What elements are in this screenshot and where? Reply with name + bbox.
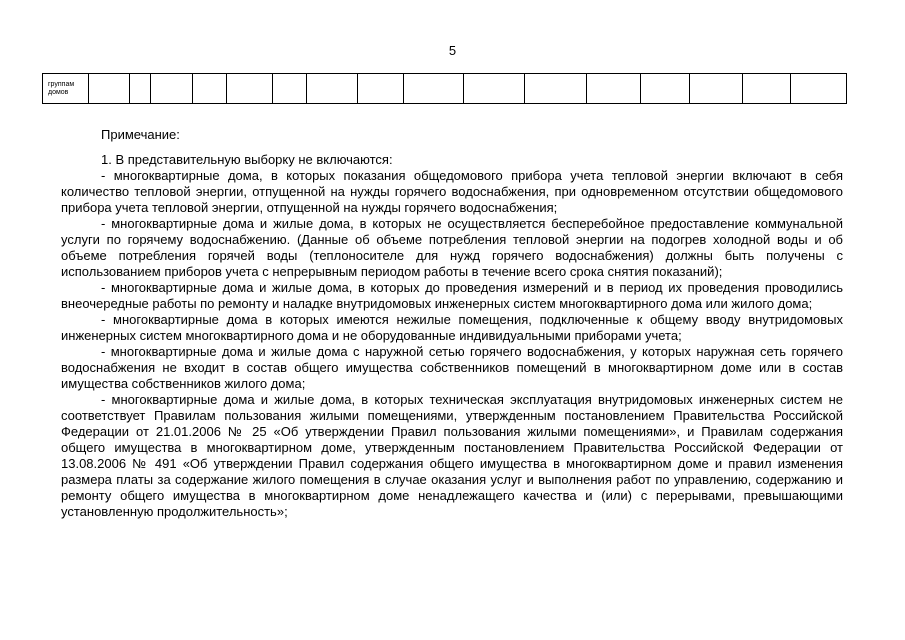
page-number: 5 bbox=[448, 43, 457, 58]
note-title: Примечание: bbox=[101, 127, 180, 142]
table-cell bbox=[690, 74, 743, 104]
table-cell bbox=[525, 74, 587, 104]
table-cell bbox=[791, 74, 847, 104]
table-cell bbox=[358, 74, 404, 104]
note-body bbox=[61, 152, 843, 520]
table-cell bbox=[587, 74, 641, 104]
table-cell bbox=[273, 74, 307, 104]
note-paragraph: - многоквартирные дома и жилые дома, в которых до проведения измерений и в период их проведения проводились внеочередные работы по ремонту и наладке внутридомовых инженерных систем многоквартирного дома или жилого дома; bbox=[61, 280, 843, 311]
note-paragraph: - многоквартирные дома и жилые дома, в которых не осуществляется бесперебойное предоставление коммунальной услуги по горячему водоснабжению. (Данные об объеме потребления тепловой энергии на подогрев холодной воды и об объеме потребления горячей воды (теплоносителе для нужд горячего водоснабжения) должны быть получены с использованием приборов учета с непрерывным периодом работы в течение всего срока снятия показаний); bbox=[61, 216, 843, 279]
note-paragraph: - многоквартирные дома, в которых показания общедомового прибора учета тепловой энергии включают в себя количество тепловой энергии, отпущенной на нужды горячего водоснабжения, при одновременном отсутствии общедомового прибора учета тепловой энергии, отпущенной на нужды горячего водоснабжения; bbox=[61, 168, 843, 215]
note-paragraph: - многоквартирные дома и жилые дома, в которых техническая эксплуатация внутридомовых инженерных систем не соответствует Правилам пользования жилыми помещениями, утвержденным постановлением Правительства Российской Федерации от 21.01.2006 № 25 «Об утверждении Правил пользования жилыми помещениями», и Правилам содержания общего имущества в многоквартирном доме, утвержденным постановлением Правительства Российской Федерации от 13.08.2006 № 491 «Об утверждении Правил содержания общего имущества в многоквартирном доме и правил изменения размера платы за содержание жилого помещения в случае оказания услуг и выполнения работ по управлению, содержанию и ремонту общего имущества в многоквартирном доме ненадлежащего качества и (или) с перерывами, превышающими установленную продолжительность»; bbox=[61, 392, 843, 519]
table-cell bbox=[89, 74, 130, 104]
table-cell bbox=[743, 74, 791, 104]
table-cell bbox=[193, 74, 227, 104]
table-cell bbox=[227, 74, 273, 104]
table-cell bbox=[151, 74, 193, 104]
note-paragraph: 1. В представительную выборку не включаются: bbox=[101, 152, 393, 167]
table-cell bbox=[307, 74, 358, 104]
note-paragraph: - многоквартирные дома и жилые дома с наружной сетью горячего водоснабжения, у которых наружная сеть горячего водоснабжения не входит в состав общего имущества собственников помещений в многоквартирном доме или в состав имущества собственников жилого дома; bbox=[61, 344, 843, 391]
note-paragraph: - многоквартирные дома в которых имеются нежилые помещения, подключенные к общему вводу внутридомовых инженерных систем многоквартирного дома и не оборудованные индивидуальными приборами учета; bbox=[61, 312, 843, 343]
table-cell bbox=[464, 74, 525, 104]
table-cell bbox=[404, 74, 464, 104]
table-row bbox=[43, 74, 847, 104]
table-cell bbox=[130, 74, 151, 104]
data-table-fragment bbox=[42, 73, 847, 104]
table-cell bbox=[641, 74, 690, 104]
table-row-label: группам домов bbox=[43, 74, 89, 104]
